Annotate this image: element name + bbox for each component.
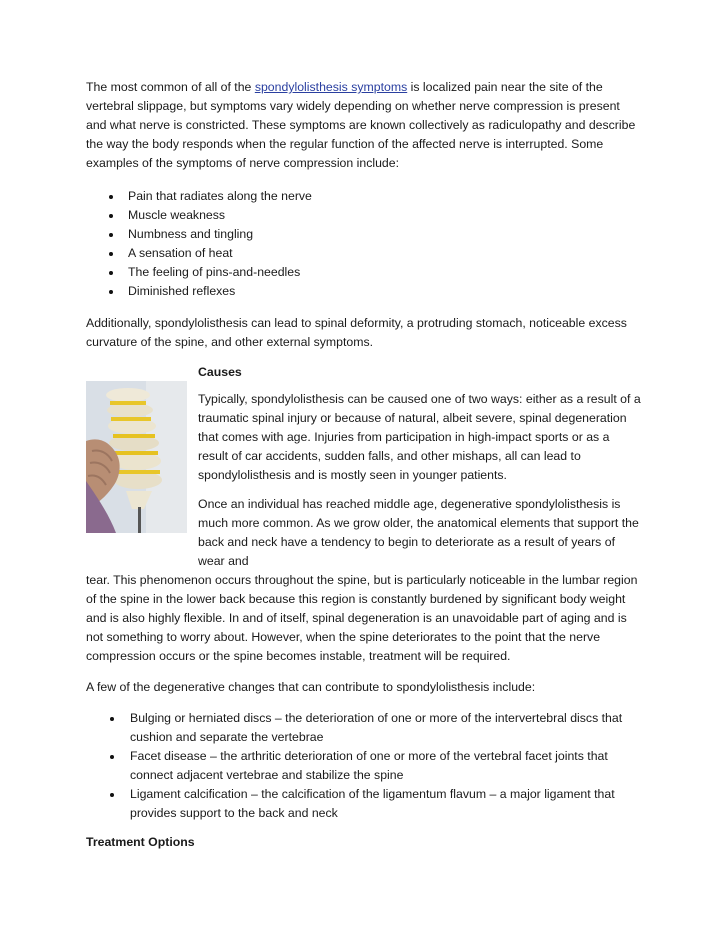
- document-page: [86, 78, 642, 852]
- list-item: Numbness and tingling: [86, 225, 642, 244]
- additionally-paragraph: Additionally, spondylolisthesis can lead to spinal deformity, a protruding stomach, noticeable excess curvature of the spine, and other external symptoms.: [86, 316, 627, 349]
- list-item: Facet disease – the arthritic deterioration of one or more of the vertebral facet joints that connect adjacent vertebrae and stabilize the spine: [86, 747, 642, 785]
- degenerative-list: [86, 709, 642, 823]
- intro-paragraph: [86, 78, 642, 173]
- list-item: Pain that radiates along the nerve: [86, 187, 642, 206]
- spondylolisthesis-symptoms-link[interactable]: spondylolisthesis symptoms: [254, 80, 408, 94]
- causes-paragraph-1: Typically, spondylolisthesis can be caused one of two ways: either as a result of a traumatic spinal injury or because of natural, albeit severe, spinal degeneration that comes with age. Injuries from participation in high-impact sports or as a result of car accidents, sudden falls, and other mishaps, all can lead to spondylolisthesis and is mostly seen in younger patients.: [198, 392, 641, 482]
- list-item: Bulging or herniated discs – the deterioration of one or more of the intervertebral discs that cushion and separate the vertebrae: [86, 709, 642, 747]
- list-item: Muscle weakness: [86, 206, 642, 225]
- list-item: The feeling of pins-and-needles: [86, 263, 642, 282]
- degenerative-intro: A few of the degenerative changes that can contribute to spondylolisthesis include:: [86, 680, 536, 694]
- spine-model-image: [86, 381, 187, 533]
- symptoms-list: [86, 187, 642, 301]
- spine-model-illustration: [86, 381, 187, 533]
- causes-paragraph-2-lead: Once an individual has reached middle age, degenerative spondylolisthesis is much more common. As we grow older, the anatomical elements that support the back and neck have a tendency to begin to deteriorate as a result of years of wear and: [198, 497, 639, 568]
- causes-heading: Causes: [198, 365, 242, 379]
- causes-paragraph-2-rest: tear. This phenomenon occurs throughout the spine, but is particularly noticeable in the lumbar region of the spine in the lower back because this region is constantly burdened by significant body weight and is also highly flexible. In and of itself, spinal degeneration is an unavoidable part of aging and is not something to worry about. However, when the spine deteriorates to the point that the nerve compression occurs or the spine becomes instable, treatment will be required.: [86, 573, 638, 663]
- treatment-options-heading: Treatment Options: [86, 835, 195, 849]
- intro-text-after: is localized pain near the site of the vertebral slippage, but symptoms vary widely depending on whether nerve compression is present and what nerve is constricted. These symptoms are known collectively as radiculopathy and describe the way the body responds when the regular function of the affected nerve is interrupted. Some examples of the symptoms of nerve compression include:: [86, 80, 636, 170]
- intro-text-before: The most common of all of the: [86, 80, 255, 94]
- list-item: A sensation of heat: [86, 244, 642, 263]
- list-item: Diminished reflexes: [86, 282, 642, 301]
- list-item: Ligament calcification – the calcification of the ligamentum flavum – a major ligament that provides support to the back and neck: [86, 785, 642, 823]
- causes-section: [86, 363, 642, 571]
